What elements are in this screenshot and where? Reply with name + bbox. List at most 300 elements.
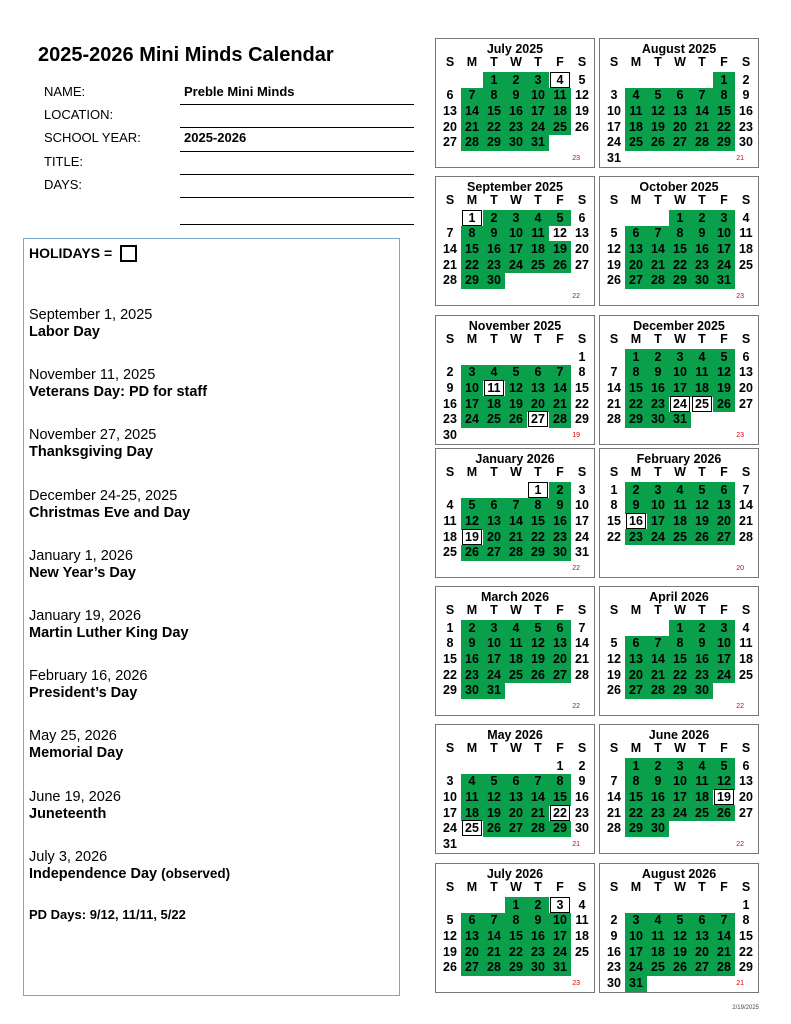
calendar-day: 24 — [673, 805, 687, 820]
calendar-day: 27 — [629, 683, 643, 698]
calendar-day: 29 — [629, 412, 643, 427]
calendar-day: 10 — [465, 380, 479, 395]
calendar-day: 11 — [739, 226, 753, 241]
calendar-day: 13 — [695, 928, 709, 943]
calendar-day: 6 — [534, 365, 542, 380]
calendar-day: 10 — [575, 498, 589, 513]
calendar-day: 3 — [720, 210, 728, 225]
weekday-header: S — [445, 465, 455, 479]
holiday-name-text: Independence Day — [29, 865, 158, 882]
calendar-day: 15 — [575, 380, 589, 395]
name-label: NAME: — [44, 84, 86, 99]
calendar-day: 24 — [629, 960, 643, 975]
calendar-day: 4 — [468, 774, 476, 789]
calendar-day: 7 — [556, 365, 564, 380]
calendar-day: 8 — [512, 913, 520, 928]
calendar-day: 21 — [509, 529, 523, 544]
weekday-header: T — [698, 465, 706, 479]
calendar-day: 7 — [654, 636, 662, 651]
days-field[interactable] — [44, 175, 414, 198]
calendar-day: 20 — [739, 789, 753, 804]
holiday-item — [29, 548, 230, 608]
month-title: August 2026 — [641, 867, 717, 881]
calendar-day: 10 — [717, 636, 731, 651]
calendar-day: 1 — [534, 482, 542, 497]
holiday-name: President’s Day — [29, 685, 138, 702]
calendar-day: 6 — [742, 349, 750, 364]
weekday-header: S — [445, 741, 455, 755]
calendar-day: 28 — [739, 529, 753, 544]
calendar-day: 26 — [695, 529, 709, 544]
session-day-count: 23 — [572, 155, 580, 162]
month-title: October 2025 — [639, 180, 719, 194]
calendar-day: 16 — [629, 513, 643, 528]
calendar-day: 2 — [654, 758, 662, 773]
calendar-day: 27 — [443, 135, 457, 150]
calendar-day: 17 — [443, 805, 457, 820]
weekday-header: T — [490, 741, 498, 755]
title-field[interactable] — [44, 152, 414, 175]
calendar-day: 2 — [610, 913, 618, 928]
weekday-header: F — [556, 332, 564, 346]
calendar-day: 17 — [487, 651, 501, 666]
weekday-header: S — [609, 193, 619, 207]
calendar-day: 17 — [629, 944, 643, 959]
month-title: November 2025 — [468, 319, 562, 333]
weekday-header: F — [720, 741, 728, 755]
calendar-day: 4 — [490, 365, 498, 380]
calendar-day: 25 — [629, 135, 643, 150]
calendar-day: 19 — [607, 257, 621, 272]
calendar-day: 4 — [654, 913, 662, 928]
calendar-day: 26 — [673, 960, 687, 975]
calendar-day: 17 — [673, 380, 687, 395]
weekday-header: S — [577, 465, 587, 479]
calendar-day: 20 — [629, 667, 643, 682]
school-year-field[interactable] — [44, 128, 414, 151]
calendar-day: 25 — [695, 396, 709, 411]
month-title: March 2026 — [480, 590, 550, 604]
calendar-day: 23 — [443, 412, 457, 427]
calendar-day: 30 — [465, 683, 479, 698]
calendar-day: 30 — [695, 273, 709, 288]
calendar-day: 27 — [717, 529, 731, 544]
calendar-day: 10 — [509, 226, 523, 241]
calendar-day: 15 — [443, 651, 457, 666]
session-day-count: 19 — [572, 432, 580, 439]
calendar-day: 17 — [531, 103, 545, 118]
calendar-day: 21 — [531, 805, 545, 820]
calendar-day: 20 — [553, 651, 567, 666]
calendar-day: 25 — [739, 257, 753, 272]
calendar-day: 7 — [446, 226, 454, 241]
calendar-day: 10 — [487, 636, 501, 651]
calendar-day: 3 — [490, 620, 498, 635]
calendar-day: 2 — [556, 482, 564, 497]
calendar-day: 13 — [739, 365, 753, 380]
month-title: August 2025 — [641, 42, 717, 56]
weekday-header: S — [741, 880, 751, 894]
calendar-day: 13 — [553, 636, 567, 651]
calendar-day: 18 — [553, 103, 567, 118]
calendar-day: 17 — [465, 396, 479, 411]
weekday-header: W — [510, 603, 522, 617]
calendar-day: 31 — [553, 960, 567, 975]
calendar-day: 21 — [717, 944, 731, 959]
calendar-day: 27 — [739, 396, 753, 411]
weekday-header: M — [466, 741, 478, 755]
calendar-day: 12 — [673, 928, 687, 943]
calendar-day: 25 — [553, 119, 567, 134]
calendar-day: 20 — [629, 257, 643, 272]
calendar-day: 24 — [465, 412, 479, 427]
calendar-day: 28 — [651, 273, 665, 288]
weekday-header: W — [674, 332, 686, 346]
calendar-day: 1 — [512, 897, 520, 912]
calendar-day: 12 — [553, 226, 567, 241]
calendar-day: 3 — [654, 482, 662, 497]
title-label: TITLE: — [44, 153, 84, 169]
calendar-day: 23 — [651, 805, 665, 820]
calendar-day: 19 — [717, 380, 731, 395]
weekday-header: F — [556, 465, 564, 479]
location-field[interactable] — [44, 105, 414, 128]
calendar-day: 3 — [632, 913, 640, 928]
calendar-day: 25 — [695, 805, 709, 820]
calendar-day: 1 — [676, 210, 684, 225]
calendar-day: 3 — [468, 365, 476, 380]
calendar-day: 8 — [490, 88, 498, 103]
weekday-header: W — [674, 603, 686, 617]
holiday-item — [29, 668, 230, 728]
calendar-day: 16 — [443, 396, 457, 411]
calendar-day: 10 — [717, 226, 731, 241]
calendar-day: 14 — [509, 513, 523, 528]
calendar-day: 17 — [575, 513, 589, 528]
calendar-day: 15 — [509, 928, 523, 943]
calendar-day: 8 — [632, 774, 640, 789]
session-day-count: 22 — [736, 841, 744, 848]
calendar-day: 2 — [490, 210, 498, 225]
holiday-item — [29, 849, 230, 909]
weekday-header: S — [577, 880, 587, 894]
holiday-date: November 11, 2025 — [29, 367, 156, 384]
calendar-day: 3 — [534, 72, 542, 87]
calendar-day: 8 — [720, 88, 728, 103]
calendar-day: 2 — [654, 349, 662, 364]
weekday-header: T — [534, 55, 542, 69]
calendar-day: 10 — [673, 365, 687, 380]
calendar-day: 10 — [443, 789, 457, 804]
calendar-day: 18 — [673, 513, 687, 528]
calendar-day: 26 — [553, 257, 567, 272]
calendar-day: 1 — [632, 349, 640, 364]
calendar-day: 26 — [717, 396, 731, 411]
calendar-day: 7 — [742, 482, 750, 497]
calendar-day: 15 — [607, 513, 621, 528]
calendar-day: 26 — [465, 545, 479, 560]
calendar-day: 7 — [720, 913, 728, 928]
weekday-header: T — [490, 603, 498, 617]
weekday-header: T — [654, 465, 662, 479]
calendar-day: 17 — [651, 513, 665, 528]
calendar-day: 17 — [607, 119, 621, 134]
calendar-day: 3 — [446, 774, 454, 789]
holiday-name: New Year’s Day — [29, 564, 136, 581]
calendar-day: 19 — [465, 529, 479, 544]
weekday-header: W — [510, 880, 522, 894]
calendar-day: 20 — [575, 241, 589, 256]
calendar-day: 5 — [446, 913, 454, 928]
month-calendar — [435, 315, 595, 445]
calendar-day: 23 — [509, 119, 523, 134]
calendar-day: 8 — [534, 498, 542, 513]
name-field[interactable] — [44, 82, 414, 105]
calendar-day: 30 — [695, 683, 709, 698]
calendar-day: 4 — [512, 620, 520, 635]
calendar-day: 29 — [465, 273, 479, 288]
calendar-day: 28 — [695, 135, 709, 150]
calendar-day: 1 — [578, 349, 586, 364]
calendar-day: 25 — [673, 529, 687, 544]
calendar-day: 7 — [610, 365, 618, 380]
month-title: April 2026 — [649, 590, 709, 604]
calendar-day: 6 — [720, 482, 728, 497]
month-calendar — [435, 176, 595, 306]
holiday-name: Martin Luther King Day — [29, 624, 189, 641]
calendar-day: 27 — [487, 545, 501, 560]
calendar-day: 24 — [443, 821, 457, 836]
calendar-day: 25 — [575, 944, 589, 959]
month-calendar — [599, 448, 759, 578]
calendar-day: 13 — [739, 774, 753, 789]
calendar-day: 24 — [651, 529, 665, 544]
calendar-day: 15 — [673, 241, 687, 256]
calendar-day: 26 — [531, 667, 545, 682]
calendar-day: 23 — [695, 257, 709, 272]
calendar-day: 6 — [742, 758, 750, 773]
calendar-day: 24 — [717, 257, 731, 272]
calendar-day: 16 — [607, 944, 621, 959]
days-label: DAYS: — [44, 176, 83, 192]
calendar-day: 25 — [487, 412, 501, 427]
month-calendar — [599, 724, 759, 854]
calendar-day: 10 — [651, 498, 665, 513]
calendar-day: 5 — [720, 758, 728, 773]
weekday-header: W — [510, 465, 522, 479]
weekday-header: M — [630, 332, 642, 346]
calendar-day: 6 — [490, 498, 498, 513]
calendar-day: 5 — [512, 365, 520, 380]
calendar-day: 16 — [695, 651, 709, 666]
weekday-header: S — [609, 465, 619, 479]
month-title: May 2026 — [487, 728, 543, 742]
calendar-day: 25 — [509, 667, 523, 682]
calendar-day: 16 — [509, 103, 523, 118]
calendar-day: 13 — [629, 651, 643, 666]
calendar-day: 8 — [556, 774, 564, 789]
session-day-count: 21 — [572, 841, 580, 848]
calendar-day: 22 — [443, 667, 457, 682]
holiday-date: January 1, 2026 — [29, 547, 133, 564]
month-title: January 2026 — [475, 452, 555, 466]
calendar-day: 18 — [531, 241, 545, 256]
days-extra-line — [180, 224, 414, 225]
calendar-day: 27 — [553, 667, 567, 682]
calendar-day: 11 — [553, 88, 567, 103]
weekday-header: T — [654, 880, 662, 894]
calendar-day: 12 — [717, 774, 731, 789]
holiday-item — [29, 728, 230, 788]
calendar-day: 29 — [629, 821, 643, 836]
session-day-count: 22 — [572, 565, 580, 572]
calendar-day: 9 — [578, 774, 586, 789]
weekday-header: T — [534, 193, 542, 207]
weekday-header: M — [630, 465, 642, 479]
session-day-count: 22 — [572, 293, 580, 300]
calendar-day: 18 — [695, 380, 709, 395]
calendar-day: 16 — [465, 651, 479, 666]
month-title: December 2025 — [633, 319, 725, 333]
calendar-day: 14 — [553, 380, 567, 395]
calendar-day: 9 — [698, 636, 706, 651]
calendar-day: 9 — [512, 88, 520, 103]
weekday-header: M — [466, 880, 478, 894]
calendar-day: 30 — [607, 976, 621, 990]
calendar-day: 21 — [553, 396, 567, 411]
calendar-day: 10 — [553, 913, 567, 928]
calendar-day: 20 — [739, 380, 753, 395]
calendar-day: 6 — [446, 88, 454, 103]
weekday-header: T — [490, 332, 498, 346]
month-title: July 2025 — [486, 42, 544, 56]
weekday-header: F — [556, 55, 564, 69]
holiday-name — [29, 866, 230, 882]
weekday-header: S — [577, 603, 587, 617]
calendar-day: 13 — [629, 241, 643, 256]
calendar-day: 22 — [531, 529, 545, 544]
calendar-day: 28 — [717, 960, 731, 975]
calendar-day: 15 — [739, 928, 753, 943]
calendar-day: 5 — [698, 482, 706, 497]
calendar-day: 3 — [676, 349, 684, 364]
calendar-day: 28 — [465, 135, 479, 150]
holiday-item — [29, 367, 230, 427]
calendar-day: 11 — [695, 774, 709, 789]
calendar-day: 12 — [651, 103, 665, 118]
session-day-count: 22 — [572, 703, 580, 710]
calendar-day: 19 — [695, 513, 709, 528]
weekday-header: W — [674, 741, 686, 755]
calendar-day: 16 — [651, 380, 665, 395]
calendar-day: 21 — [443, 257, 457, 272]
calendar-day: 2 — [698, 620, 706, 635]
calendar-day: 23 — [739, 119, 753, 134]
calendar-day: 13 — [673, 103, 687, 118]
calendar-day: 28 — [575, 667, 589, 682]
calendar-day: 11 — [509, 636, 523, 651]
calendar-day: 15 — [629, 380, 643, 395]
calendar-day: 23 — [465, 667, 479, 682]
weekday-header: S — [445, 332, 455, 346]
calendar-day: 4 — [676, 482, 684, 497]
weekday-header: S — [609, 880, 619, 894]
month-calendar — [599, 315, 759, 445]
calendar-day: 18 — [695, 789, 709, 804]
calendar-day: 5 — [534, 620, 542, 635]
calendar-day: 25 — [531, 257, 545, 272]
calendar-day: 20 — [509, 805, 523, 820]
calendar-day: 29 — [673, 273, 687, 288]
calendar-day: 9 — [534, 913, 542, 928]
calendar-day: 18 — [629, 119, 643, 134]
calendar-day: 8 — [468, 226, 476, 241]
calendar-day: 22 — [553, 805, 567, 820]
calendar-day: 22 — [717, 119, 731, 134]
calendar-day: 22 — [673, 667, 687, 682]
calendar-day: 26 — [575, 119, 589, 134]
calendar-day: 12 — [695, 498, 709, 513]
calendar-day: 9 — [632, 498, 640, 513]
weekday-header: M — [630, 55, 642, 69]
calendar-day: 4 — [556, 72, 564, 87]
calendar-day: 5 — [654, 88, 662, 103]
weekday-header: T — [490, 55, 498, 69]
weekday-header: T — [654, 55, 662, 69]
session-day-count: 21 — [736, 980, 744, 987]
calendar-day: 20 — [673, 119, 687, 134]
calendar-day: 14 — [651, 651, 665, 666]
weekday-header: T — [698, 332, 706, 346]
calendar-day: 9 — [698, 226, 706, 241]
weekday-header: W — [510, 332, 522, 346]
calendar-day: 3 — [556, 897, 564, 912]
calendar-day: 6 — [632, 636, 640, 651]
session-day-count: 20 — [736, 565, 744, 572]
calendar-day: 12 — [531, 636, 545, 651]
weekday-header: W — [510, 55, 522, 69]
calendar-day: 3 — [676, 758, 684, 773]
calendar-day: 26 — [717, 805, 731, 820]
location-label: LOCATION: — [44, 107, 114, 123]
weekday-header: F — [720, 332, 728, 346]
calendar-day: 1 — [468, 210, 476, 225]
weekday-header: S — [741, 603, 751, 617]
calendar-day: 15 — [717, 103, 731, 118]
pd-days: PD Days: 9/12, 11/11, 5/22 — [29, 907, 186, 922]
weekday-header: S — [577, 193, 587, 207]
calendar-day: 6 — [556, 620, 564, 635]
holiday-item — [29, 427, 230, 487]
weekday-header: T — [654, 193, 662, 207]
calendar-day: 6 — [676, 88, 684, 103]
calendar-day: 11 — [465, 789, 479, 804]
calendar-day: 2 — [534, 897, 542, 912]
calendar-day: 16 — [739, 103, 753, 118]
calendar-day: 8 — [578, 365, 586, 380]
calendar-day: 1 — [446, 620, 454, 635]
calendar-day: 14 — [739, 498, 753, 513]
calendar-day: 18 — [487, 396, 501, 411]
weekday-header: S — [741, 465, 751, 479]
calendar-day: 1 — [490, 72, 498, 87]
holiday-list — [29, 307, 230, 909]
calendar-day: 9 — [446, 380, 454, 395]
calendar-day: 6 — [512, 774, 520, 789]
month-calendar — [435, 586, 595, 716]
calendar-day: 17 — [553, 928, 567, 943]
calendar-day: 3 — [610, 88, 618, 103]
